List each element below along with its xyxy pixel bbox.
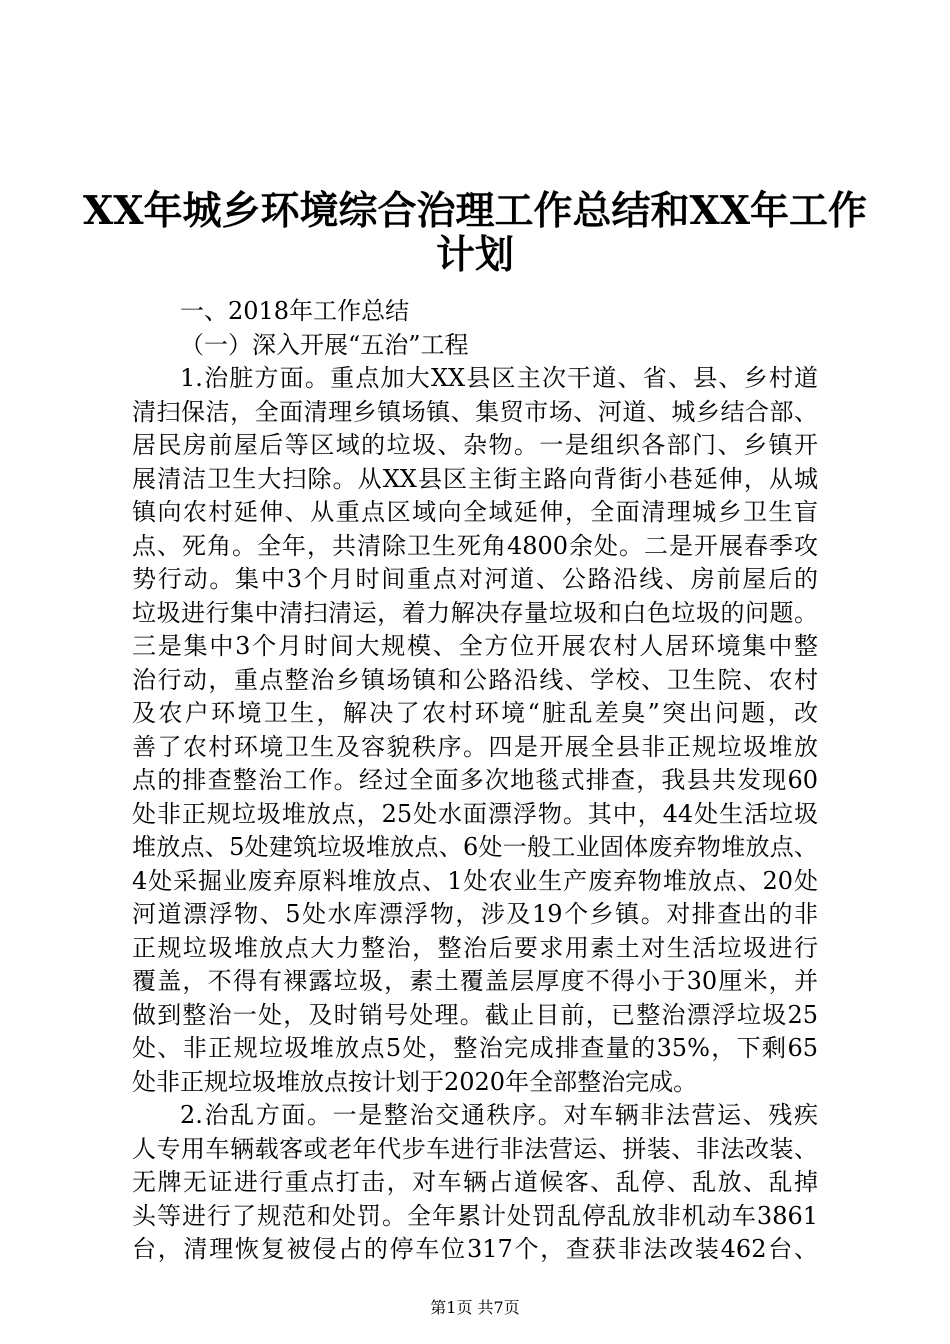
paragraph-line: 展清洁卫生大扫除。从XX县区主街主路向背街小巷延伸，从城 bbox=[132, 465, 818, 493]
paragraph-line: 人专用车辆载客或老年代步车进行非法营运、拼装、非法改装、 bbox=[132, 1135, 818, 1163]
paragraph-line: 河道漂浮物、5处水库漂浮物，涉及19个乡镇。对排查出的非 bbox=[132, 900, 818, 928]
paragraph-line: 清扫保洁，全面清理乡镇场镇、集贸市场、河道、城乡结合部、 bbox=[132, 398, 818, 426]
paragraph-line: 居民房前屋后等区域的垃圾、杂物。一是组织各部门、乡镇开 bbox=[132, 431, 818, 459]
document-title-line-2: 计划 bbox=[435, 232, 514, 278]
paragraph-line: 2.治乱方面。一是整治交通秩序。对车辆非法营运、残疾 bbox=[180, 1101, 818, 1129]
paragraph-line: 堆放点、5处建筑垃圾堆放点、6处一般工业固体废弃物堆放点、 bbox=[132, 833, 818, 861]
paragraph-line: 三是集中3个月时间大规模、全方位开展农村人居环境集中整 bbox=[132, 632, 818, 660]
paragraph-line: 点的排查整治工作。经过全面多次地毯式排查，我县共发现60 bbox=[132, 766, 818, 794]
paragraph-line: 处非正规垃圾堆放点按计划于2020年全部整治完成。 bbox=[132, 1068, 698, 1096]
paragraph-line: 覆盖，不得有裸露垃圾，素土覆盖层厚度不得小于30厘米，并 bbox=[132, 967, 818, 995]
paragraph-line: 点、死角。全年，共清除卫生死角4800余处。二是开展春季攻 bbox=[132, 532, 818, 560]
paragraph-line: 1.治脏方面。重点加大XX县区主次干道、省、县、乡村道 bbox=[180, 364, 818, 392]
paragraph-line: 治行动，重点整治乡镇场镇和公路沿线、学校、卫生院、农村 bbox=[132, 666, 818, 694]
page-number-footer: 第1页 共7页 bbox=[430, 1298, 520, 1317]
paragraph-line: 4处采掘业废弃原料堆放点、1处农业生产废弃物堆放点、20处 bbox=[132, 867, 818, 895]
paragraph-line: 正规垃圾堆放点大力整治，整治后要求用素土对生活垃圾进行 bbox=[132, 934, 818, 962]
paragraph-line: 无牌无证进行重点打击，对车辆占道候客、乱停、乱放、乱掉 bbox=[132, 1168, 818, 1196]
paragraph-line: 头等进行了规范和处罚。全年累计处罚乱停乱放非机动车3861 bbox=[132, 1202, 818, 1230]
paragraph-line: 处非正规垃圾堆放点，25处水面漂浮物。其中，44处生活垃圾 bbox=[132, 800, 818, 828]
subsection-heading: （一）深入开展“五治”工程 bbox=[180, 331, 469, 359]
paragraph-line: 镇向农村延伸、从重点区域向全域延伸，全面清理城乡卫生盲 bbox=[132, 498, 818, 526]
document-title-line-1: XX年城乡环境综合治理工作总结和XX年工作 bbox=[82, 188, 868, 234]
section-heading: 一、2018年工作总结 bbox=[180, 297, 410, 325]
paragraph-line: 垃圾进行集中清扫清运，着力解决存量垃圾和白色垃圾的问题。 bbox=[132, 599, 818, 627]
paragraph-line: 及农户环境卫生，解决了农村环境“脏乱差臭”突出问题，改 bbox=[132, 699, 818, 727]
paragraph-line: 做到整治一处，及时销号处理。截止目前，已整治漂浮垃圾25 bbox=[132, 1001, 818, 1029]
paragraph-line: 善了农村环境卫生及容貌秩序。四是开展全县非正规垃圾堆放 bbox=[132, 733, 818, 761]
paragraph-line: 势行动。集中3个月时间重点对河道、公路沿线、房前屋后的 bbox=[132, 565, 818, 593]
paragraph-line: 台，清理恢复被侵占的停车位317个，查获非法改装462台、 bbox=[132, 1235, 818, 1263]
paragraph-line: 处、非正规垃圾堆放点5处，整治完成排查量的35%，下剩65 bbox=[132, 1034, 818, 1062]
